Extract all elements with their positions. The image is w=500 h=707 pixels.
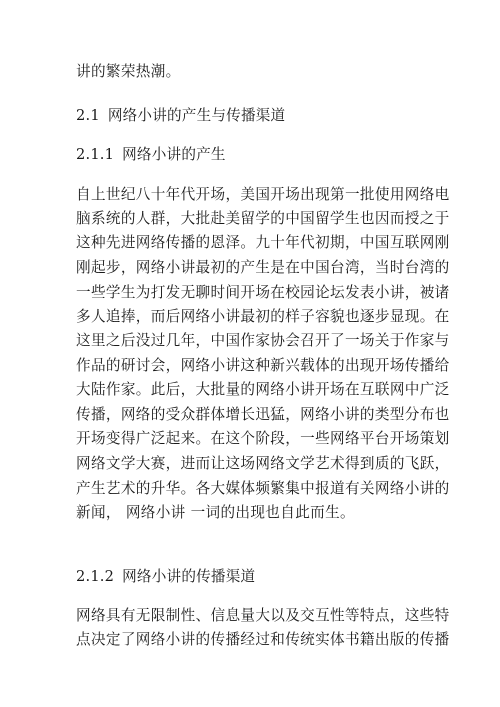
paragraph-line: 脑系统的人群，大批赴美留学的中国留学生也因而授之于 <box>76 210 450 227</box>
paragraph-line: 新闻， 网络小讲 一词的出现也自此而生。 <box>76 504 355 521</box>
section-number: 2.1 <box>76 107 100 124</box>
paragraph-line: 这里之后没过几年，中国作家协会召开了一场关于作家与 <box>76 332 450 349</box>
intro-tail-text: 讲的繁荣热潮。 <box>76 63 181 80</box>
section-heading-2-1-2 <box>76 567 255 587</box>
paragraph-line: 网络文学大赛，进而让这场网络文学艺术得到质的飞跃， <box>76 455 450 472</box>
paragraph-line: 开场变得广泛起来。在这个阶段，一些网络平台开场策划 <box>76 430 450 447</box>
paragraph-line: 自上世纪八十年代开场，美国开场出现第一批使用网络电 <box>76 186 450 203</box>
paragraph-line: 网络具有无限制性、信息量大以及交互性等特点，这些特 <box>76 607 450 624</box>
paragraph-line: 传播，网络的受众群体增长迅猛，网络小讲的类型分布也 <box>76 406 450 423</box>
paragraph-line: 多人追捧，而后网络小讲最初的样子容貌也逐步显现。在 <box>76 308 450 325</box>
paragraph-line: 作品的研讨会，网络小讲这种新兴载体的出现开场传播给 <box>76 357 450 374</box>
section-title: 网络小讲的传播渠道 <box>122 568 256 585</box>
section-title: 网络小讲的产生 <box>122 146 226 163</box>
section-number: 2.1.2 <box>76 568 115 585</box>
section-heading-2-1-1 <box>76 145 226 165</box>
section-heading-2-1 <box>76 106 285 126</box>
paragraph-line: 这种先进网络传播的恩泽。九十年代初期，中国互联网刚 <box>76 234 450 251</box>
paragraph-line: 刚起步，网络小讲最初的产生是在中国台湾，当时台湾的 <box>76 259 450 276</box>
paragraph-line: 大陆作家。此后，大批量的网络小讲开场在互联网中广泛 <box>76 381 450 398</box>
section-number: 2.1.1 <box>76 146 115 163</box>
paragraph-line: 产生艺术的升华。各大媒体频繁集中报道有关网络小讲的 <box>76 480 450 497</box>
section-title: 网络小讲的产生与传播渠道 <box>107 107 286 124</box>
paragraph-line: 一些学生为打发无聊时间开场在校园论坛发表小讲，被诸 <box>76 284 450 301</box>
paragraph-line: 点决定了网络小讲的传播经过和传统实体书籍出版的传播 <box>76 631 450 648</box>
